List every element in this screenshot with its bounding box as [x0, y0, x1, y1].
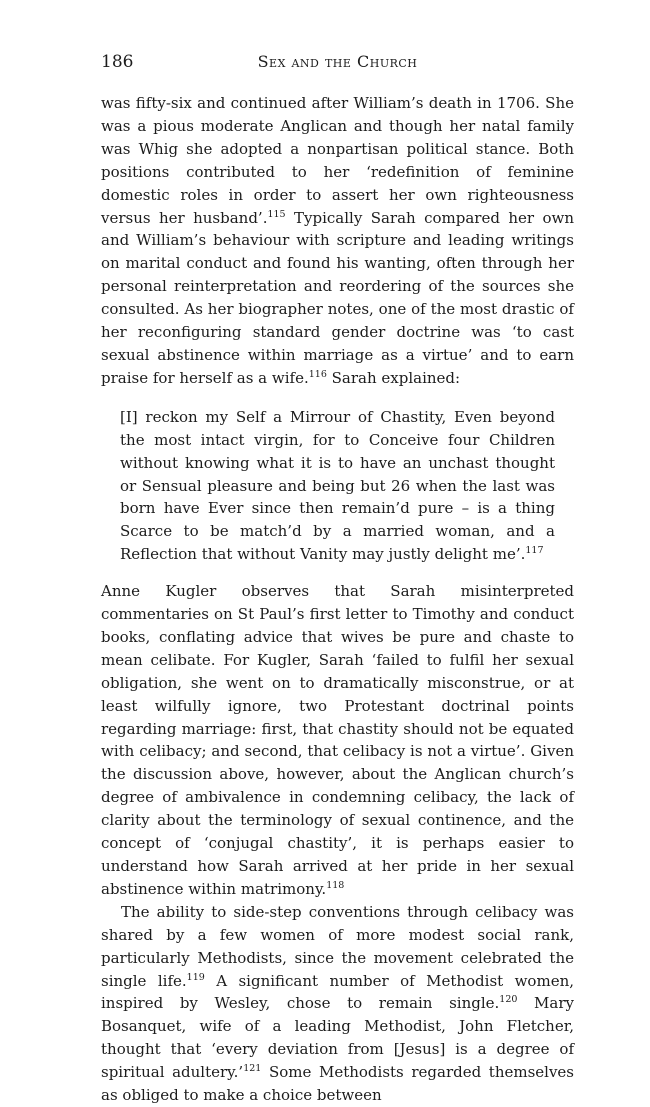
paragraph-text: Anne Kugler observes that Sarah misinterpreted commentaries on St Paul’s first letter to Timothy and conduct books, conflating advice that wives be pure and chaste to mean celibate. For Kugler, Sarah ‘failed to fulfil her sexual obligation, she went on to dramatically misconstrue, or at least wilfully ignore, two Protestant doctrinal points regarding marriage: first, that chastity should not be equated with celibacy; and second, that celibacy is not a virtue’. Given the discussion above, however, about the Anglican church’s degree of ambivalence in condemning celibacy, the lack of clarity about the terminology of sexual continence, and the concept of ‘conjugal chastity’, it is perhaps easier to understand how Sarah arrived at her pride in her sexual abstinence within matrimony.	[101, 582, 574, 898]
footnote-ref: 117	[525, 545, 544, 557]
paragraph-text: Typically Sarah compared her own and William’s behaviour with scripture and leading writings on marital conduct and found his wanting, often through her personal reinterpretation and reordering of the sources she consulted. As her biographer notes, one of the most drastic of her reconfiguring standard gender doctrine was ‘to cast sexual abstinence within marriage as a virtue’ and to earn praise for herself as a wife.	[101, 208, 575, 387]
page-number: 186	[101, 52, 134, 72]
footnote-ref: 115	[267, 208, 286, 220]
paragraph-text: The ability to side-step conventions through celibacy was shared by a few women of more modest social rank, particularly Methodists, since the movement celebrated the single life.	[101, 902, 574, 990]
body-text	[101, 92, 574, 1107]
footnote-ref: 121	[243, 1063, 262, 1075]
footnote-ref: 118	[326, 879, 345, 891]
running-head: Sex and the Church	[257, 52, 418, 71]
paragraph-text: A significant number of Methodist women, inspired by Wesley, chose to remain single.	[101, 971, 574, 1013]
paragraph-text: Sarah explained:	[326, 368, 461, 387]
footnote-ref: 116	[308, 368, 327, 380]
footnote-ref: 119	[186, 971, 205, 983]
paragraph-text: Mary Bosanquet, wife of a leading Methodist, John Fletcher, thought that ‘every deviation from [Jesus] is a degree of spiritual adultery.’	[101, 994, 575, 1082]
paragraph-text: Some Methodists regarded themselves as obliged to make a choice between	[101, 1063, 575, 1105]
paragraph	[101, 901, 574, 1107]
page-header	[101, 52, 574, 78]
paragraph	[101, 580, 574, 901]
quote-text: [I] reckon my Self a Mirrour of Chastity, Even beyond the most intact virgin, for to Conceive four Children without knowing what it is to have an unchast thought or Sensual pleasure and being but 26 when the last was born have Ever since then remain’d pure – is a thing Scarce to be match’d by a married woman, and a Reflection that without Vanity may justly delight me’.	[120, 407, 555, 564]
footnote-ref: 120	[499, 994, 518, 1006]
paragraph	[101, 92, 574, 390]
block-quote	[120, 406, 555, 566]
paragraph-text: was fifty-six and continued after William’s death in 1706. She was a pious moderate Anglican and though her natal family was Whig she adopted a nonpartisan political stance. Both positions contributed to her ‘redefinition of feminine domestic roles in order to assert her own righteousness versus her husband’.	[101, 94, 574, 227]
